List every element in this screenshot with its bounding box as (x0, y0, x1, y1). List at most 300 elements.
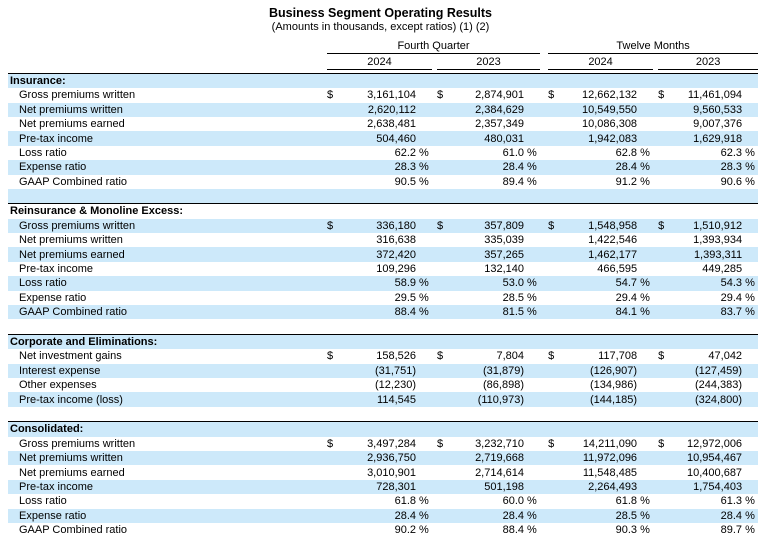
suffix-cell (524, 88, 540, 102)
value-cell: 2,357,349 (475, 118, 524, 131)
suffix-cell: % (419, 175, 429, 188)
row-label: Pre-tax income (8, 480, 327, 494)
currency-cell (327, 494, 337, 508)
currency-cell (437, 262, 447, 276)
value-cell: 336,180 (337, 219, 416, 233)
currency-cell: $ (437, 219, 447, 233)
table-row (8, 262, 758, 276)
column-group-row (8, 39, 758, 54)
suffix-cell: % (527, 291, 537, 304)
value-cell: 62.8 (615, 146, 638, 159)
table-row (8, 103, 758, 117)
value-cell: 10,086,308 (582, 118, 638, 131)
suffix-cell: % (742, 276, 758, 290)
value-cell: (244,383) (694, 379, 743, 392)
currency-cell (658, 233, 668, 247)
currency-cell (548, 378, 558, 392)
suffix-cell: % (527, 495, 537, 508)
year-header-tm-2023: 2023 (658, 54, 758, 69)
suffix-cell (742, 364, 758, 378)
row-label: Interest expense (8, 364, 327, 378)
currency-cell: $ (437, 437, 444, 450)
suffix-cell (416, 131, 432, 145)
value-cell: 1,393,311 (668, 247, 742, 261)
suffix-cell (416, 262, 432, 276)
row-label: Net premiums earned (19, 466, 125, 479)
value-cell: 89.4 (502, 175, 524, 188)
currency-cell (437, 175, 447, 189)
row-label: GAAP Combined ratio (19, 175, 128, 188)
currency-cell (437, 233, 447, 247)
value-cell: 132,140 (484, 263, 524, 276)
currency-cell (437, 103, 447, 117)
suffix-cell: % (637, 160, 653, 174)
column-gap (540, 219, 548, 233)
column-gap (540, 480, 548, 494)
value-cell: 62.3 (720, 146, 743, 159)
suffix-cell: % (524, 509, 540, 523)
suffix-cell (416, 364, 432, 378)
value-cell: 2,936,750 (337, 451, 416, 465)
suffix-cell (742, 392, 758, 406)
value-cell: 480,031 (447, 131, 524, 145)
suffix-cell: % (637, 509, 653, 523)
suffix-cell (637, 103, 653, 117)
table-row (8, 349, 758, 363)
value-cell: 11,461,094 (687, 89, 743, 102)
suffix-cell (742, 103, 758, 117)
value-cell: 466,595 (597, 263, 638, 276)
currency-cell (437, 378, 447, 392)
table-row (8, 305, 758, 319)
value-cell: 2,620,112 (337, 103, 416, 117)
suffix-cell (637, 247, 653, 261)
suffix-cell (416, 437, 432, 451)
value-cell: 28.3 (337, 160, 416, 174)
currency-cell (437, 276, 447, 290)
value-cell: 2,638,481 (367, 118, 416, 131)
year-header-row (8, 54, 758, 69)
currency-cell (658, 305, 668, 319)
currency-cell (548, 465, 558, 479)
currency-cell (658, 262, 668, 276)
currency-cell (658, 494, 668, 508)
table-row (8, 523, 758, 537)
currency-cell (327, 451, 337, 465)
row-label: Net premiums written (8, 451, 327, 465)
row-label: Loss ratio (8, 276, 327, 290)
currency-cell: $ (437, 350, 444, 363)
suffix-cell: % (416, 305, 432, 319)
suffix-cell: % (416, 160, 432, 174)
value-cell: 372,420 (337, 247, 416, 261)
currency-cell (658, 103, 668, 117)
table-row (8, 480, 758, 494)
value-cell: 2,874,901 (475, 89, 524, 102)
row-label: Net premiums earned (8, 247, 327, 261)
table-row (8, 131, 758, 145)
value-cell: 29.5 (394, 291, 416, 304)
column-gap (540, 494, 548, 508)
header-spacer (540, 54, 548, 69)
currency-cell (327, 364, 337, 378)
suffix-cell (416, 480, 432, 494)
value-cell: (31,879) (447, 364, 524, 378)
currency-cell: $ (548, 350, 555, 363)
value-cell: 10,549,550 (558, 103, 637, 117)
value-cell: 1,548,958 (558, 219, 637, 233)
currency-cell (327, 146, 337, 160)
section-spacer (8, 319, 758, 334)
currency-cell: $ (658, 89, 665, 102)
section-spacer (8, 189, 758, 204)
column-gap (540, 349, 548, 363)
table-row (8, 160, 758, 174)
suffix-cell (637, 465, 653, 479)
suffix-cell: % (745, 146, 755, 159)
suffix-cell (524, 131, 540, 145)
suffix-cell (637, 437, 653, 451)
currency-cell (437, 451, 447, 465)
currency-cell (658, 465, 668, 479)
table-row (8, 392, 758, 406)
value-cell: 9,007,376 (693, 118, 743, 131)
suffix-cell (416, 451, 432, 465)
column-gap (540, 291, 548, 305)
suffix-cell: % (524, 305, 540, 319)
column-gap (540, 117, 548, 131)
currency-cell (548, 146, 558, 160)
row-label: GAAP Combined ratio (19, 524, 128, 537)
suffix-cell (524, 437, 540, 451)
suffix-cell: % (745, 495, 755, 508)
suffix-cell (637, 262, 653, 276)
suffix-cell: % (640, 291, 650, 304)
value-cell: 53.0 (447, 276, 524, 290)
value-cell: 1,754,403 (668, 480, 742, 494)
suffix-cell (524, 349, 540, 363)
table-body (8, 73, 758, 537)
year-header-fq-2023: 2023 (437, 54, 540, 69)
suffix-cell (742, 131, 758, 145)
value-cell: 28.5 (558, 509, 637, 523)
suffix-cell: % (524, 160, 540, 174)
section-spacer-row (8, 319, 758, 334)
row-label: Expense ratio (8, 160, 327, 174)
currency-cell: $ (658, 437, 665, 450)
section-row (8, 334, 758, 349)
table-row (8, 509, 758, 523)
value-cell: 54.3 (668, 276, 742, 290)
value-cell: 728,301 (337, 480, 416, 494)
suffix-cell (524, 364, 540, 378)
section-row (8, 73, 758, 88)
suffix-cell: % (416, 276, 432, 290)
currency-cell (437, 247, 447, 261)
currency-cell (437, 494, 447, 508)
suffix-cell: % (745, 524, 755, 537)
suffix-cell (524, 262, 540, 276)
value-cell: (110,973) (447, 392, 524, 406)
row-label: Other expenses (19, 379, 97, 392)
suffix-cell (742, 480, 758, 494)
row-label: Net premiums written (19, 234, 123, 247)
currency-cell: $ (658, 219, 668, 233)
currency-cell (658, 392, 668, 406)
value-cell: 58.9 (337, 276, 416, 290)
currency-cell (437, 160, 447, 174)
currency-cell (548, 233, 558, 247)
suffix-cell: % (527, 524, 537, 537)
suffix-cell (637, 451, 653, 465)
value-cell: 117,708 (598, 350, 638, 363)
currency-cell (658, 480, 668, 494)
row-label: Expense ratio (19, 291, 87, 304)
column-gap (540, 437, 548, 451)
value-cell: 60.0 (502, 495, 524, 508)
currency-cell: $ (327, 437, 334, 450)
column-gap (540, 233, 548, 247)
currency-cell (658, 451, 668, 465)
suffix-cell (742, 262, 758, 276)
value-cell: 501,198 (447, 480, 524, 494)
currency-cell (658, 175, 668, 189)
suffix-cell (742, 349, 758, 363)
value-cell: 1,942,083 (558, 131, 637, 145)
section-header: Reinsurance & Monoline Excess: (8, 204, 758, 219)
table-row (8, 146, 758, 160)
value-cell: 89.7 (720, 524, 743, 537)
currency-cell (437, 117, 447, 131)
currency-cell (548, 509, 558, 523)
header-spacer (540, 39, 548, 54)
table-row (8, 494, 758, 508)
currency-cell (548, 305, 558, 319)
table-row (8, 276, 758, 290)
row-label: Gross premiums written (19, 437, 136, 450)
suffix-cell (742, 378, 758, 392)
currency-cell (437, 291, 447, 305)
currency-cell (658, 276, 668, 290)
column-group-twelve-months: Twelve Months (548, 39, 758, 54)
row-label: Loss ratio (19, 146, 67, 159)
table-row (8, 465, 758, 479)
row-label: Loss ratio (19, 495, 67, 508)
value-cell: 61.8 (394, 495, 416, 508)
value-cell: 12,662,132 (582, 89, 638, 102)
column-gap (540, 160, 548, 174)
currency-cell (548, 276, 558, 290)
currency-cell (548, 131, 558, 145)
row-label: GAAP Combined ratio (8, 305, 327, 319)
currency-cell (548, 364, 558, 378)
suffix-cell (416, 117, 432, 131)
currency-cell (548, 117, 558, 131)
suffix-cell (637, 219, 653, 233)
suffix-cell: % (640, 495, 650, 508)
suffix-cell: % (640, 175, 650, 188)
suffix-cell: % (745, 291, 755, 304)
currency-cell (548, 392, 558, 406)
value-cell: 109,296 (376, 263, 416, 276)
value-cell: (324,800) (668, 392, 742, 406)
suffix-cell (524, 117, 540, 131)
suffix-cell: % (419, 146, 429, 159)
suffix-cell (416, 219, 432, 233)
value-cell: (12,230) (375, 379, 416, 392)
value-cell: 90.2 (394, 524, 416, 537)
value-cell: 2,384,629 (447, 103, 524, 117)
value-cell: 12,972,006 (687, 437, 743, 450)
value-cell: 90.3 (615, 524, 638, 537)
suffix-cell: % (527, 175, 537, 188)
currency-cell (658, 131, 668, 145)
suffix-cell: % (640, 146, 650, 159)
currency-cell (548, 103, 558, 117)
value-cell: 1,462,177 (558, 247, 637, 261)
value-cell: 316,638 (376, 234, 416, 247)
value-cell: 90.5 (394, 175, 416, 188)
value-cell: 3,232,710 (475, 437, 524, 450)
value-cell: (134,986) (589, 379, 638, 392)
row-label: Pre-tax income (loss) (8, 392, 327, 406)
suffix-cell (416, 349, 432, 363)
suffix-cell (524, 233, 540, 247)
currency-cell (327, 305, 337, 319)
value-cell: 158,526 (376, 350, 416, 363)
suffix-cell: % (637, 276, 653, 290)
currency-cell (327, 233, 337, 247)
value-cell: 335,039 (484, 234, 524, 247)
column-gap (540, 509, 548, 523)
table-row (8, 378, 758, 392)
currency-cell: $ (658, 350, 665, 363)
currency-cell (327, 392, 337, 406)
currency-cell: $ (548, 219, 558, 233)
section-header: Consolidated: (8, 422, 758, 437)
currency-cell (327, 131, 337, 145)
section-row (8, 204, 758, 219)
value-cell: 28.4 (337, 509, 416, 523)
section-row (8, 422, 758, 437)
suffix-cell: % (416, 509, 432, 523)
suffix-cell: % (742, 160, 758, 174)
currency-cell (327, 523, 337, 537)
currency-cell (658, 509, 668, 523)
row-label: Net investment gains (19, 350, 122, 363)
currency-cell (548, 291, 558, 305)
currency-cell (437, 131, 447, 145)
column-gap (540, 451, 548, 465)
currency-cell (548, 523, 558, 537)
value-cell: 114,545 (337, 392, 416, 406)
value-cell: 47,042 (708, 350, 743, 363)
value-cell: (31,751) (337, 364, 416, 378)
suffix-cell (742, 88, 758, 102)
value-cell: (86,898) (483, 379, 524, 392)
value-cell: 83.7 (668, 305, 742, 319)
value-cell: (127,459) (668, 364, 742, 378)
suffix-cell (742, 247, 758, 261)
currency-cell (548, 175, 558, 189)
suffix-cell (416, 378, 432, 392)
suffix-cell (524, 103, 540, 117)
suffix-cell (742, 117, 758, 131)
currency-cell (327, 509, 337, 523)
column-gap (540, 262, 548, 276)
value-cell: 29.4 (615, 291, 638, 304)
value-cell: 61.0 (502, 146, 524, 159)
value-cell: 61.3 (720, 495, 743, 508)
value-cell: 357,265 (447, 247, 524, 261)
suffix-cell (637, 349, 653, 363)
row-label: Expense ratio (8, 509, 327, 523)
section-header: Insurance: (8, 73, 758, 88)
header-spacer (8, 54, 327, 69)
value-cell: 84.1 (558, 305, 637, 319)
table-row (8, 451, 758, 465)
currency-cell (658, 378, 668, 392)
currency-cell: $ (548, 89, 555, 102)
value-cell: 2,264,493 (558, 480, 637, 494)
value-cell: 28.4 (447, 160, 524, 174)
suffix-cell (637, 88, 653, 102)
currency-cell: $ (327, 219, 337, 233)
currency-cell (327, 262, 337, 276)
suffix-cell (637, 117, 653, 131)
suffix-cell (416, 103, 432, 117)
section-spacer-row (8, 189, 758, 204)
suffix-cell (524, 247, 540, 261)
value-cell: 62.2 (394, 146, 416, 159)
value-cell: 504,460 (337, 131, 416, 145)
suffix-cell: % (742, 509, 758, 523)
value-cell: 3,497,284 (367, 437, 416, 450)
year-header-fq-2024: 2024 (327, 54, 432, 69)
value-cell: (144,185) (558, 392, 637, 406)
suffix-cell (637, 392, 653, 406)
value-cell: 61.8 (615, 495, 638, 508)
currency-cell (658, 523, 668, 537)
suffix-cell: % (419, 495, 429, 508)
value-cell: 29.4 (720, 291, 743, 304)
column-gap (540, 175, 548, 189)
header-spacer (8, 39, 327, 54)
currency-cell (437, 305, 447, 319)
currency-cell (437, 480, 447, 494)
suffix-cell (524, 480, 540, 494)
value-cell: 81.5 (447, 305, 524, 319)
currency-cell (327, 291, 337, 305)
table-row (8, 88, 758, 102)
currency-cell (327, 247, 337, 261)
table-row (8, 364, 758, 378)
currency-cell (327, 103, 337, 117)
table-row (8, 437, 758, 451)
value-cell: 54.7 (558, 276, 637, 290)
currency-cell: $ (327, 89, 334, 102)
suffix-cell (637, 233, 653, 247)
currency-cell (327, 276, 337, 290)
currency-cell (327, 465, 337, 479)
currency-cell (327, 480, 337, 494)
value-cell: 449,285 (702, 263, 743, 276)
suffix-cell (416, 392, 432, 406)
column-gap (540, 247, 548, 261)
column-gap (540, 523, 548, 537)
suffix-cell (742, 233, 758, 247)
value-cell: 28.3 (668, 160, 742, 174)
